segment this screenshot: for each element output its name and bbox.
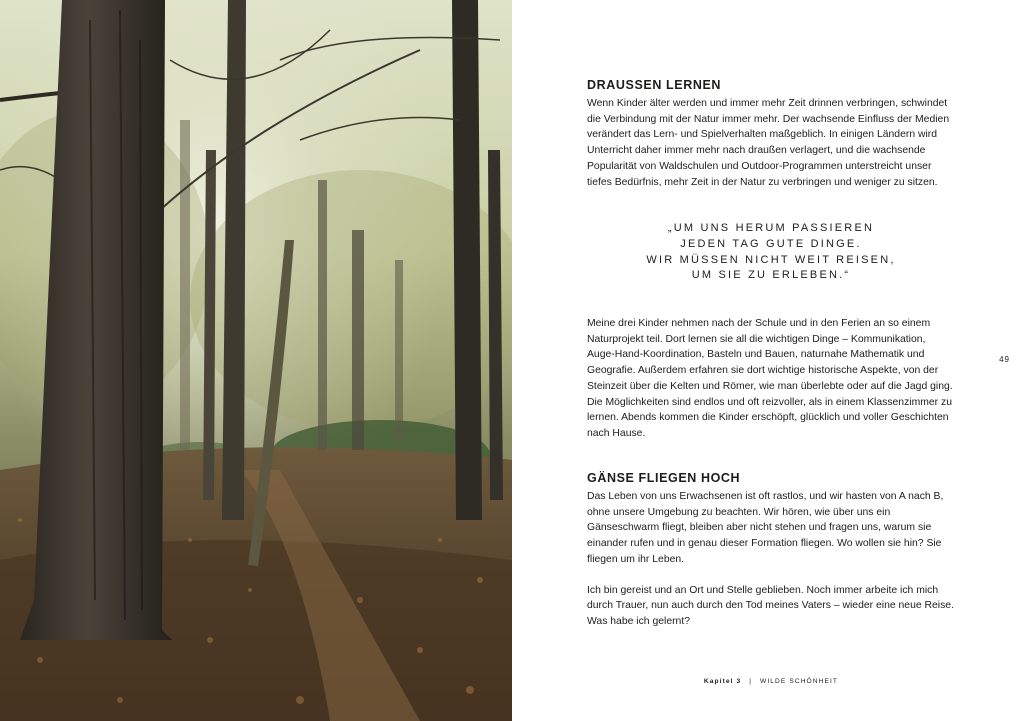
paragraph: Ich bin gereist und an Ort und Stelle geblieben. Noch immer arbeite ich mich durch Trauer, nun auch durch den Tod meines Vaters – wieder eine neue Reise. Was habe ich gelernt? bbox=[587, 584, 954, 627]
quote-line: WIR MÜSSEN NICHT WEIT REISEN, bbox=[646, 253, 896, 266]
text-page bbox=[512, 0, 1024, 721]
running-footer bbox=[587, 678, 955, 685]
page-number: 49 bbox=[999, 355, 1010, 364]
section-naturprojekt bbox=[587, 316, 955, 442]
quote-line: „UM UNS HERUM PASSIEREN bbox=[667, 222, 875, 234]
footer-title: WILDE SCHÖNHEIT bbox=[760, 678, 839, 685]
quote-line: UM SIE ZU ERLEBEN.“ bbox=[691, 269, 851, 282]
paragraph: Meine drei Kinder nehmen nach der Schule und in den Ferien an so einem Naturprojekt teil. Dort lernen sie all die wichtigen Dinge – Kommunikation, Auge-Hand-Koordination, Basteln und Bauen, naturnahe Mathematik und Geografie. Außerdem erfahren sie dort wichtige historische Aspekte, von der Steinzeit über die Kelten und Römer, wie man überlebte oder auf die Jagd ging. Die Möglichkeiten sind endlos und oft reizvoller, als in einem Klassenzimmer zu lernen. Abends kommen die Kinder erschöpft, glücklich und voller Geschichten nach Hause. bbox=[587, 318, 953, 439]
section-gaense-fliegen-hoch bbox=[587, 471, 955, 630]
footer-chapter: Kapitel 3 bbox=[703, 678, 742, 685]
quote-line: JEDEN TAG GUTE DINGE. bbox=[680, 237, 862, 250]
paragraph: Das Leben von uns Erwachsenen ist oft rastlos, und wir hasten von A nach B, ohne unsere Umgebung zu beachten. Wir hören, wie über uns ein Gänseschwarm fliegt, bleiben aber nicht stehen und fragen uns, warum sie einander rufen und in genau dieser Formation fliegen. Wo wollen sie hin? Sie fliegen um ihr Leben. bbox=[587, 491, 944, 565]
section-heading: GÄNSE FLIEGEN HOCH bbox=[587, 471, 741, 485]
paragraph: Wenn Kinder älter werden und immer mehr Zeit drinnen verbringen, schwindet die Verbindung mit der Natur immer mehr. Der wachsende Einfluss der Medien verändert das Lern- und Spielverhalten maßgeblich. In einigen Ländern wird Unterricht daher immer mehr nach draußen verlagert, und die wachsende Popularität von Waldschulen und Outdoor-Programmen unterstreicht unser tiefes Bedürfnis, mehr Zeit in der Natur zu verbringen und weniger zu sitzen. bbox=[587, 98, 950, 188]
section-heading: DRAUSSEN LERNEN bbox=[587, 78, 722, 92]
footer-separator: | bbox=[749, 678, 753, 685]
pull-quote bbox=[587, 221, 955, 284]
section-draussen-lernen bbox=[587, 78, 955, 190]
